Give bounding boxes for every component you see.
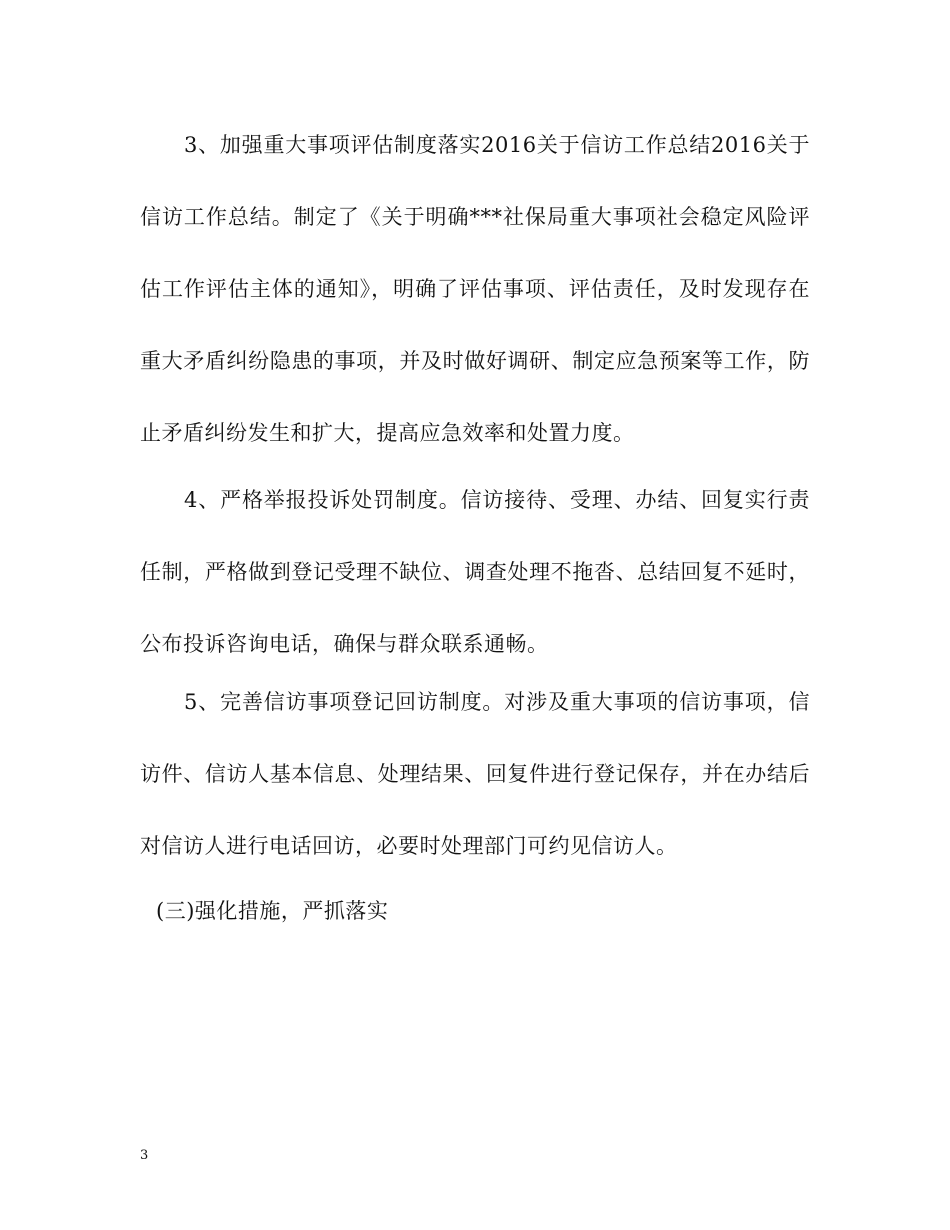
paragraph-1-line-3: 估工作评估主体的通知》，明确了评估事项、评估责任，及时发现存在 <box>140 277 810 301</box>
paragraph-3-line-2: 访件、信访人基本信息、处理结果、回复件进行登记保存，并在办结后 <box>140 762 810 786</box>
paragraph-3-line-1: 5、完善信访事项登记回访制度。对涉及重大事项的信访事项，信 <box>184 690 810 714</box>
paragraph-1-line-4: 重大矛盾纠纷隐患的事项，并及时做好调研、制定应急预案等工作，防 <box>140 349 810 373</box>
paragraph-1-line-5: 止矛盾纠纷发生和扩大，提高应急效率和处置力度。 <box>140 421 635 445</box>
page-number: 3 <box>140 1148 149 1163</box>
paragraph-1-line-1: 3、加强重大事项评估制度落实2016关于信访工作总结2016关于 <box>184 133 810 157</box>
paragraph-1-line-2: 信访工作总结。制定了《关于明确***社保局重大事项社会稳定风险评 <box>140 205 810 229</box>
paragraph-2-line-2: 任制，严格做到登记受理不缺位、调查处理不拖沓、总结回复不延时， <box>140 560 810 584</box>
paragraph-3-line-3: 对信访人进行电话回访，必要时处理部门可约见信访人。 <box>140 834 678 858</box>
paragraph-2-line-3: 公布投诉咨询电话，确保与群众联系通畅。 <box>140 632 549 656</box>
section-heading: (三)强化措施，严抓落实 <box>156 899 389 923</box>
paragraph-2-line-1: 4、严格举报投诉处罚制度。信访接待、受理、办结、回复实行责 <box>184 488 810 512</box>
